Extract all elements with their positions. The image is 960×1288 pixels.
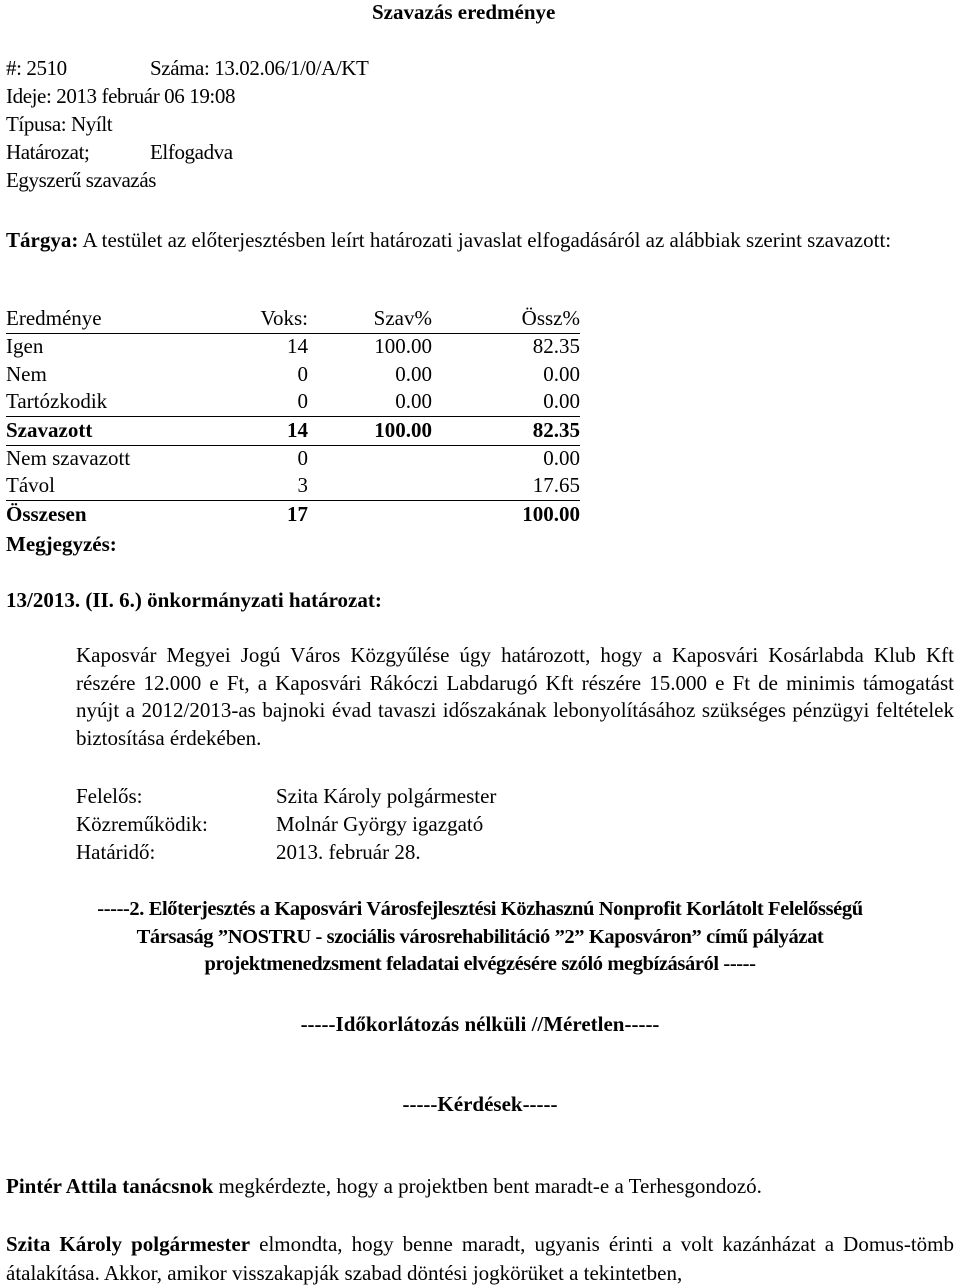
row-label: Összesen bbox=[6, 502, 87, 526]
header-ossz: Össz% bbox=[521, 306, 580, 330]
row-voks: 14 bbox=[287, 418, 308, 442]
row-label: Tartózkodik bbox=[6, 389, 108, 413]
speaker-name: Pintér Attila tanácsnok bbox=[6, 1174, 214, 1198]
row-ossz: 82.35 bbox=[532, 418, 580, 442]
table-row bbox=[6, 446, 580, 473]
agenda-title-line1: -----2. Előterjesztés a Kaposvári Városfejlesztési Közhasznú Nonprofit Korlátolt Felelősségű bbox=[97, 898, 863, 920]
subject bbox=[6, 226, 954, 254]
subject-label: Tárgya: bbox=[6, 228, 79, 252]
vote-number: #: 2510 bbox=[6, 56, 67, 80]
vote-type: Egyszerű szavazás bbox=[6, 168, 157, 192]
agenda-title-line3: projektmenedzsment feladatai elvégzésére szóló megbízásáról ----- bbox=[204, 953, 756, 975]
table-row bbox=[6, 389, 580, 417]
table-row bbox=[6, 334, 580, 361]
table-row bbox=[6, 502, 580, 529]
kozremukodik-label: Közreműködik: bbox=[76, 812, 208, 836]
felelos-label: Felelős: bbox=[76, 784, 143, 808]
kozremukodik-value: Molnár György igazgató bbox=[276, 812, 484, 836]
hatarozat-value: Elfogadva bbox=[150, 140, 233, 164]
row-voks: 0 bbox=[297, 389, 308, 413]
row-label: Nem szavazott bbox=[6, 446, 131, 470]
row-label: Igen bbox=[6, 334, 44, 358]
row-voks: 0 bbox=[297, 362, 308, 386]
megjegyzes-label: Megjegyzés: bbox=[6, 532, 117, 556]
time-limit-marker: -----Időkorlátozás nélküli //Méretlen----- bbox=[300, 1012, 660, 1036]
agenda-title-line2: Társaság ”NOSTRU - szociális városrehabilitáció ”2” Kaposváron” című pályázat bbox=[136, 926, 824, 948]
questions-marker: -----Kérdések----- bbox=[402, 1092, 558, 1116]
row-ossz: 0.00 bbox=[543, 446, 580, 470]
discussion-item bbox=[6, 1230, 954, 1288]
table-row bbox=[6, 473, 580, 501]
vote-ideje: Ideje: 2013 február 06 19:08 bbox=[6, 84, 236, 108]
speaker-text: elmondta, hogy benne maradt, ugyanis érinti a volt kazánházat a Domus-tömb átalakítása. Akkor, amikor visszakapják szabad döntési jogkörüket a tekintetben, bbox=[6, 1232, 954, 1285]
felelos-value: Szita Károly polgármester bbox=[276, 784, 497, 808]
speaker-text: megkérdezte, hogy a projektben bent maradt-e a Terhesgondozó. bbox=[213, 1174, 762, 1198]
vote-tipus: Típusa: Nyílt bbox=[6, 112, 113, 136]
row-ossz: 82.35 bbox=[532, 334, 580, 358]
row-ossz: 100.00 bbox=[522, 502, 580, 526]
discussion-item bbox=[6, 1176, 762, 1197]
row-szav: 100.00 bbox=[374, 334, 432, 358]
page-title: Szavazás eredménye bbox=[372, 0, 556, 24]
resolution-text: Kaposvár Megyei Jogú Város Közgyűlése úgy határozott, hogy a Kaposvári Kosárlabda Klub Kft részére 12.000 e Ft, a Kaposvári Rákóczi Labdarugó Kft részére 15.000 e Ft de minimis támogatást nyújt a 2012/2013-as bajnoki évad tavaszi időszakának lebonyolításához szükséges pénzügyi feltételek biztosítása érdekében. bbox=[76, 643, 954, 750]
hatarido-value: 2013. február 28. bbox=[276, 840, 421, 864]
vote-szama: Száma: 13.02.06/1/0/A/KT bbox=[150, 56, 369, 80]
row-voks: 0 bbox=[297, 446, 308, 470]
table-row bbox=[6, 418, 580, 446]
table-row bbox=[6, 362, 580, 389]
row-ossz: 0.00 bbox=[543, 389, 580, 413]
speaker-name: Szita Károly polgármester bbox=[6, 1232, 251, 1256]
hatarozat-label: Határozat; bbox=[6, 140, 90, 164]
row-label: Távol bbox=[6, 473, 55, 497]
row-szav: 100.00 bbox=[374, 418, 432, 442]
resolution-title: 13/2013. (II. 6.) önkormányzati határozat: bbox=[6, 588, 382, 612]
hatarido-label: Határidő: bbox=[76, 840, 156, 864]
row-szav: 0.00 bbox=[395, 389, 432, 413]
row-voks: 3 bbox=[297, 473, 308, 497]
row-voks: 17 bbox=[287, 502, 308, 526]
row-szav: 0.00 bbox=[395, 362, 432, 386]
row-ossz: 0.00 bbox=[543, 362, 580, 386]
header-szav: Szav% bbox=[373, 306, 432, 330]
header-eredmenye: Eredménye bbox=[6, 306, 102, 330]
row-label: Nem bbox=[6, 362, 47, 386]
results-header bbox=[6, 306, 580, 334]
subject-text: A testület az előterjesztésben leírt határozati javaslat elfogadásáról az alábbiak szerint szavazott: bbox=[82, 228, 892, 252]
row-label: Szavazott bbox=[6, 418, 93, 442]
row-voks: 14 bbox=[287, 334, 308, 358]
row-ossz: 17.65 bbox=[532, 473, 580, 497]
header-voks: Voks: bbox=[260, 306, 308, 330]
